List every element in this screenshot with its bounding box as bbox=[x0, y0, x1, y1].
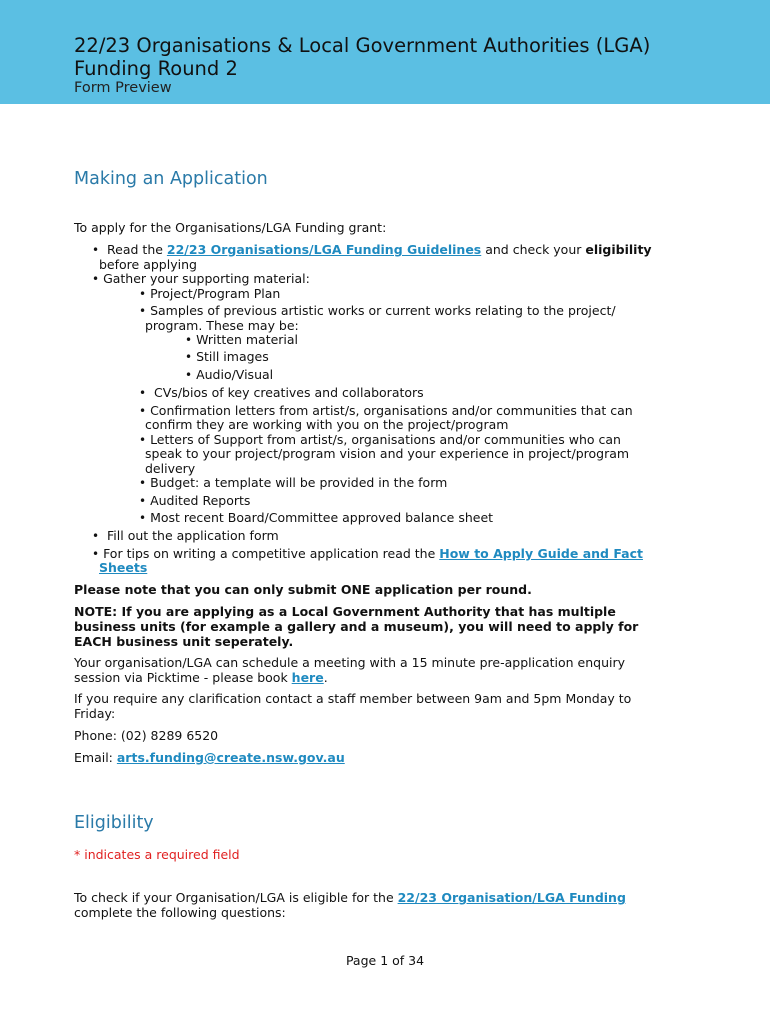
sub-sub-bullet-still: • Still images bbox=[185, 349, 269, 364]
making-application-heading: Making an Application bbox=[74, 169, 268, 189]
page-subtitle: Form Preview bbox=[74, 80, 172, 96]
title-line-2: Funding Round 2 bbox=[74, 57, 238, 80]
intro-text: To apply for the Organisations/LGA Funding grant: bbox=[74, 220, 387, 235]
sub-sub-bullet-written: • Written material bbox=[185, 332, 299, 347]
required-field-note: * indicates a required field bbox=[74, 847, 240, 862]
bullet-fill-form: • Fill out the application form bbox=[92, 528, 279, 543]
sub-bullet-confirmation-cont: confirm they are working with you on the project/program bbox=[145, 417, 509, 432]
eligibility-heading: Eligibility bbox=[74, 813, 154, 833]
bullet-read-guidelines-cont: before applying bbox=[99, 257, 197, 272]
eligibility-check-text: To check if your Organisation/LGA is eligible for the 22/23 Organisation/LGA Funding complete the following questions: bbox=[74, 890, 626, 920]
fact-sheets-link[interactable]: Sheets bbox=[99, 560, 148, 575]
email-link[interactable]: arts.funding@create.nsw.gov.au bbox=[116, 750, 345, 765]
phone-text: Phone: (02) 8289 6520 bbox=[74, 728, 219, 743]
bullet-tips: • For tips on writing a competitive application read the How to Apply Guide and Fact bbox=[92, 546, 643, 561]
sub-bullet-budget: • Budget: a template will be provided in the form bbox=[139, 475, 448, 490]
how-to-apply-link[interactable]: How to Apply Guide and Fact bbox=[439, 546, 643, 561]
sub-bullet-project-plan: • Project/Program Plan bbox=[139, 286, 281, 301]
page-number: Page 1 of 34 bbox=[345, 953, 425, 968]
sub-bullet-cvs: • CVs/bios of key creatives and collaborators bbox=[139, 385, 424, 400]
one-application-note: Please note that you can only submit ONE application per round. bbox=[74, 582, 532, 597]
sub-bullet-samples: • Samples of previous artistic works or current works relating to the project/ bbox=[139, 303, 616, 318]
page-title bbox=[74, 34, 754, 80]
sub-bullet-confirmation: • Confirmation letters from artist/s, organisations and/or communities that can bbox=[139, 403, 633, 418]
sub-bullet-support-cont1: speak to your project/program vision and your experience in project/program bbox=[145, 446, 630, 461]
sub-bullet-balance-sheet: • Most recent Board/Committee approved balance sheet bbox=[139, 510, 494, 525]
clarification-text: If you require any clarification contact a staff member between 9am and 5pm Monday to Friday: bbox=[74, 691, 632, 721]
sub-bullet-samples-cont: program. These may be: bbox=[145, 318, 299, 333]
header-banner bbox=[0, 0, 770, 104]
sub-sub-bullet-audio: • Audio/Visual bbox=[185, 367, 274, 382]
book-here-link[interactable]: here bbox=[291, 670, 324, 685]
bullet-tips-cont bbox=[99, 560, 147, 575]
meeting-text: Your organisation/LGA can schedule a meeting with a 15 minute pre-application enquiry session via Picktime - please book here. bbox=[74, 655, 626, 685]
guidelines-link[interactable]: 22/23 Organisations/LGA Funding Guidelines bbox=[166, 242, 482, 257]
title-line-1: 22/23 Organisations & Local Government Authorities (LGA) bbox=[74, 34, 651, 57]
bullet-read-guidelines: • Read the 22/23 Organisations/LGA Funding Guidelines and check your eligibility bbox=[92, 242, 652, 257]
sub-bullet-support-cont2: delivery bbox=[145, 461, 196, 476]
email-line: Email: arts.funding@create.nsw.gov.au bbox=[74, 750, 345, 765]
sub-bullet-audited: • Audited Reports bbox=[139, 493, 251, 508]
sub-bullet-support: • Letters of Support from artist/s, organisations and/or communities who can bbox=[139, 432, 621, 447]
eligibility-funding-link[interactable]: 22/23 Organisation/LGA Funding bbox=[397, 890, 626, 905]
lga-note: NOTE: If you are applying as a Local Government Authority that has multiple business units (for example a gallery and a museum), you will need to apply for EACH business unit seperately. bbox=[74, 604, 639, 649]
bullet-gather-material: • Gather your supporting material: bbox=[92, 271, 310, 286]
